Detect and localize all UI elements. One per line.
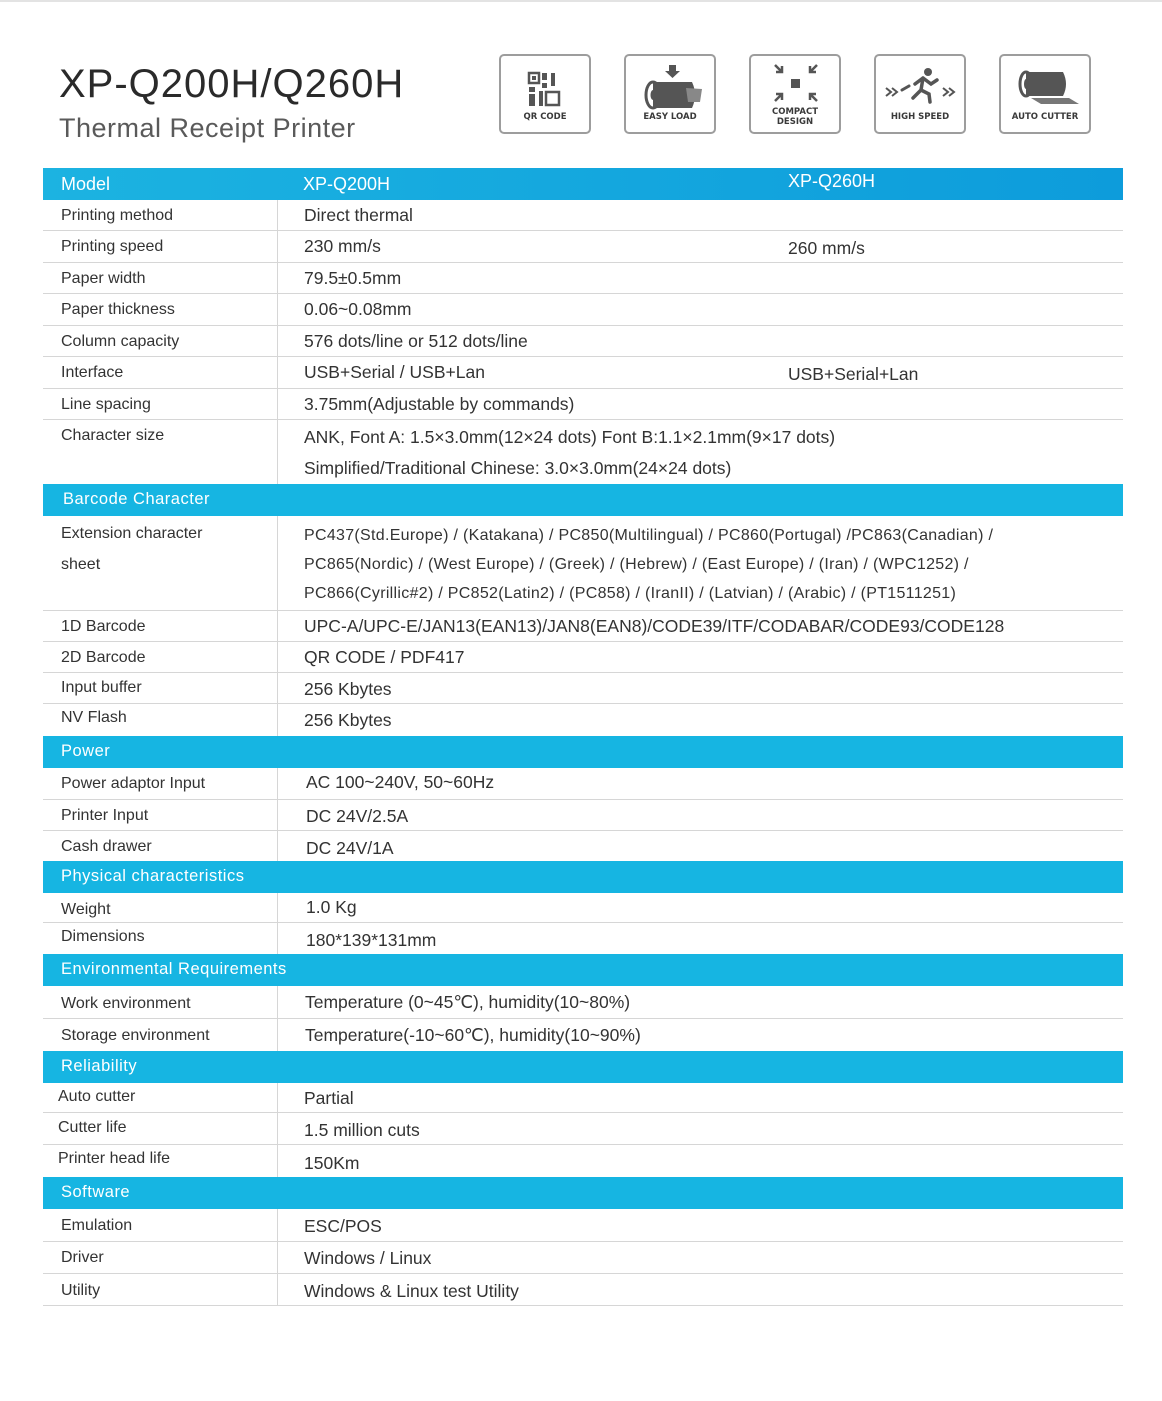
spec-label: Work environment xyxy=(61,995,191,1012)
spec-row-paper-width xyxy=(43,263,1123,294)
column-divider xyxy=(277,831,278,861)
spec-label: Column capacity xyxy=(61,333,180,350)
spec-label: Weight xyxy=(61,901,111,918)
feature-label: QR CODE xyxy=(523,112,567,122)
spec-label: Input buffer xyxy=(61,679,142,696)
column-divider xyxy=(277,704,278,736)
model-col1: XP-Q200H xyxy=(303,174,391,194)
spec-row-cutter-life xyxy=(43,1113,1123,1145)
spec-label: Dimensions xyxy=(61,928,145,945)
column-divider xyxy=(277,294,278,325)
spec-label: Printing speed xyxy=(61,238,164,255)
spec-row-dimensions xyxy=(43,923,1123,954)
spec-value: Partial xyxy=(304,1088,354,1108)
spec-row-utility xyxy=(43,1274,1123,1306)
column-divider xyxy=(277,1019,278,1051)
column-divider xyxy=(277,1274,278,1305)
spec-row-2d-barcode xyxy=(43,642,1123,673)
feature-high-speed xyxy=(874,54,966,134)
spec-row-weight xyxy=(43,893,1123,923)
spec-value: QR CODE / PDF417 xyxy=(304,647,465,667)
top-divider xyxy=(0,0,1162,2)
spec-value: 230 mm/s xyxy=(304,236,381,256)
section-barcode-character xyxy=(43,484,1123,516)
spec-value: 0.06~0.08mm xyxy=(304,299,412,319)
spec-value-line1: PC437(Std.Europe) / (Katakana) / PC850(Multilingual) / PC860(Portugal) /PC863(Canadian) / xyxy=(304,527,994,544)
spec-table xyxy=(43,168,1123,1306)
column-divider xyxy=(277,768,278,799)
spec-row-nv-flash xyxy=(43,704,1123,736)
spec-value: 150Km xyxy=(304,1153,360,1173)
spec-row-driver xyxy=(43,1242,1123,1274)
spec-label: Paper width xyxy=(61,270,146,287)
spec-row-extension-character-sheet xyxy=(43,516,1123,611)
spec-value: UPC-A/UPC-E/JAN13(EAN13)/JAN8(EAN8)/CODE39/ITF/CODABAR/CODE93/CODE128 xyxy=(304,616,1005,636)
column-divider xyxy=(277,800,278,830)
spec-value-line3: PC866(Cyrillic#2) / PC852(Latin2) / (PC858) / (IranII) / (Latvian) / (Arabic) / (PT1511251) xyxy=(304,585,957,602)
spec-label: Printer Input xyxy=(61,807,149,824)
section-physical xyxy=(43,861,1123,893)
column-divider xyxy=(277,642,278,672)
feature-auto-cutter xyxy=(999,54,1091,134)
column-divider xyxy=(277,611,278,641)
column-divider xyxy=(277,893,278,922)
column-divider xyxy=(277,673,278,703)
column-divider xyxy=(277,231,278,262)
spec-label: Utility xyxy=(61,1282,101,1299)
section-title: Environmental Requirements xyxy=(61,960,287,978)
spec-value: Windows / Linux xyxy=(304,1248,432,1268)
feature-qr-code xyxy=(499,54,591,134)
spec-value: 180*139*131mm xyxy=(306,930,437,950)
spec-value: 1.5 million cuts xyxy=(304,1120,420,1140)
section-title: Barcode Character xyxy=(63,490,210,508)
spec-label-line1: Extension character xyxy=(61,525,203,542)
spec-value: 1.0 Kg xyxy=(306,897,357,917)
spec-row-cash-drawer xyxy=(43,831,1123,861)
spec-value-q260h: USB+Serial+Lan xyxy=(788,364,919,384)
spec-value: Temperature(-10~60℃), humidity(10~90%) xyxy=(305,1025,641,1045)
feature-easy-load xyxy=(624,54,716,134)
section-title: Power xyxy=(61,742,111,760)
spec-row-printer-input xyxy=(43,800,1123,831)
spec-row-1d-barcode xyxy=(43,611,1123,642)
spec-row-character-size xyxy=(43,420,1123,484)
model-label: Model xyxy=(61,174,111,194)
spec-row-printing-speed xyxy=(43,231,1123,263)
spec-label: Paper thickness xyxy=(61,301,175,318)
spec-value: Temperature (0~45℃), humidity(10~80%) xyxy=(305,992,631,1012)
spec-row-interface xyxy=(43,357,1123,389)
feature-compact-design xyxy=(749,54,841,134)
spec-row-paper-thickness xyxy=(43,294,1123,326)
spec-label: Line spacing xyxy=(61,396,151,413)
spec-value-line1: ANK, Font A: 1.5×3.0mm(12×24 dots) Font B:1.1×2.1mm(9×17 dots) xyxy=(304,427,836,447)
column-divider xyxy=(277,389,278,419)
spec-value: AC 100~240V, 50~60Hz xyxy=(306,772,495,792)
spec-value: 3.75mm(Adjustable by commands) xyxy=(304,394,575,414)
column-divider xyxy=(277,1209,278,1241)
column-divider xyxy=(277,986,278,1018)
column-divider xyxy=(277,200,278,230)
column-divider xyxy=(277,1113,278,1144)
spec-label: 1D Barcode xyxy=(61,618,146,635)
spec-value: USB+Serial / USB+Lan xyxy=(304,362,485,382)
column-divider xyxy=(277,1083,278,1112)
spec-row-power-adaptor-input xyxy=(43,768,1123,800)
column-divider xyxy=(277,1242,278,1273)
spec-label: Power adaptor Input xyxy=(61,775,206,792)
spec-value: ESC/POS xyxy=(304,1216,382,1236)
spec-value: 256 Kbytes xyxy=(304,679,392,699)
spec-label: NV Flash xyxy=(61,709,127,726)
page-subtitle: Thermal Receipt Printer xyxy=(59,113,356,143)
model-header-row xyxy=(43,168,1123,200)
spec-row-line-spacing xyxy=(43,389,1123,420)
column-divider xyxy=(277,923,278,954)
model-col2: XP-Q260H xyxy=(788,171,876,191)
section-reliability xyxy=(43,1051,1123,1083)
spec-value-q260h: 260 mm/s xyxy=(788,238,865,258)
spec-value: DC 24V/2.5A xyxy=(306,806,409,826)
spec-row-work-environment xyxy=(43,986,1123,1019)
spec-label: 2D Barcode xyxy=(61,649,146,666)
spec-row-auto-cutter xyxy=(43,1083,1123,1113)
spec-label: Storage environment xyxy=(61,1027,210,1044)
spec-label-line2: sheet xyxy=(61,556,101,573)
column-divider xyxy=(277,516,278,610)
spec-value-line2: PC865(Nordic) / (West Europe) / (Greek) / (Hebrew) / (East Europe) / (Iran) / (WPC1252) / xyxy=(304,556,969,573)
column-divider xyxy=(277,263,278,293)
section-environmental xyxy=(43,954,1123,986)
spec-row-printing-method xyxy=(43,200,1123,231)
column-divider xyxy=(277,1145,278,1177)
page-title: XP-Q200H/Q260H xyxy=(59,62,405,106)
feature-label-line2: DESIGN xyxy=(776,117,814,127)
spec-label: Interface xyxy=(61,364,124,381)
column-divider xyxy=(277,420,278,484)
spec-value-line2: Simplified/Traditional Chinese: 3.0×3.0mm(24×24 dots) xyxy=(304,458,732,478)
section-title: Reliability xyxy=(61,1057,138,1075)
column-divider xyxy=(277,357,278,388)
spec-row-input-buffer xyxy=(43,673,1123,704)
spec-label: Printer head life xyxy=(58,1150,171,1167)
spec-row-printer-head-life xyxy=(43,1145,1123,1177)
column-divider xyxy=(277,326,278,356)
section-title: Software xyxy=(61,1183,131,1201)
spec-value: 256 Kbytes xyxy=(304,710,392,730)
spec-label: Printing method xyxy=(61,207,174,224)
spec-row-storage-environment xyxy=(43,1019,1123,1051)
spec-value: 576 dots/line or 512 dots/line xyxy=(304,331,528,351)
feature-label xyxy=(751,107,839,127)
feature-label: AUTO CUTTER xyxy=(1011,112,1079,122)
feature-label: EASY LOAD xyxy=(643,112,697,122)
spec-value: Windows & Linux test Utility xyxy=(304,1281,519,1301)
spec-label: Cutter life xyxy=(58,1119,127,1136)
spec-label: Auto cutter xyxy=(58,1088,136,1105)
section-software xyxy=(43,1177,1123,1209)
feature-label-line1: COMPACT xyxy=(772,107,818,117)
spec-value: Direct thermal xyxy=(304,205,413,225)
spec-label: Cash drawer xyxy=(61,838,152,855)
spec-value: DC 24V/1A xyxy=(306,838,394,858)
spec-row-column-capacity xyxy=(43,326,1123,357)
spec-label: Character size xyxy=(61,427,165,444)
section-power xyxy=(43,736,1123,768)
spec-label: Driver xyxy=(61,1249,104,1266)
spec-row-emulation xyxy=(43,1209,1123,1242)
feature-label: HIGH SPEED xyxy=(890,112,950,122)
spec-value: 79.5±0.5mm xyxy=(304,268,402,288)
section-title: Physical characteristics xyxy=(61,867,245,885)
spec-label: Emulation xyxy=(61,1217,133,1234)
